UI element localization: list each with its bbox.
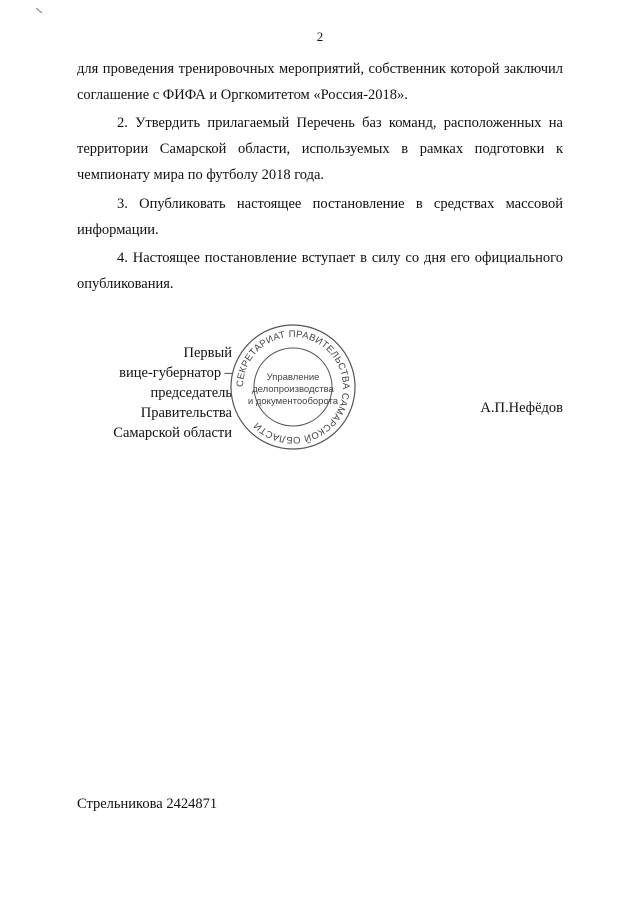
paragraph-text: 2. Утвердить прилагаемый Перечень баз команд, расположенных на территории Самарской области, используемых в рамках подготовки к чемпионату мира по футболу 2018 года. [77, 115, 563, 183]
seal-ring-text: СЕКРЕТАРИАТ ПРАВИТЕЛЬСТВА САМАРСКОЙ ОБЛАСТИ [234, 328, 352, 446]
page-number: 2 [316, 29, 324, 44]
signer-name: А.П.Нефёдов [480, 400, 563, 416]
signer-title-line: Самарской области [113, 425, 232, 441]
paragraph-item-4 [77, 245, 563, 297]
signer-title [77, 343, 232, 443]
signer-title-line: Первый [183, 345, 232, 361]
signer-title-line: вице-губернатор – [119, 365, 232, 381]
seal-center-line: Управление [266, 372, 320, 383]
signer-title-line: председатель Правительства [140, 385, 232, 421]
paragraph-text: 4. Настоящее постановление вступает в силу со дня его официального опубликования. [77, 250, 563, 292]
paragraph-item-2 [77, 110, 563, 188]
executor-contact: Стрельникова 2424871 [77, 796, 218, 812]
paragraph-continuation [77, 56, 563, 108]
paragraph-text: для проведения тренировочных мероприятий, собственник которой заключил соглашение с ФИФА и Оргкомитетом «Россия-2018». [77, 61, 563, 103]
seal-center-line: и документооборота [247, 396, 339, 407]
paragraph-item-3 [77, 191, 563, 243]
seal-center-line: делопроизводства [252, 384, 334, 395]
official-seal [228, 322, 358, 452]
paragraph-text: 3. Опубликовать настоящее постановление в средствах массовой информации. [77, 196, 563, 238]
scan-mark [36, 8, 42, 14]
